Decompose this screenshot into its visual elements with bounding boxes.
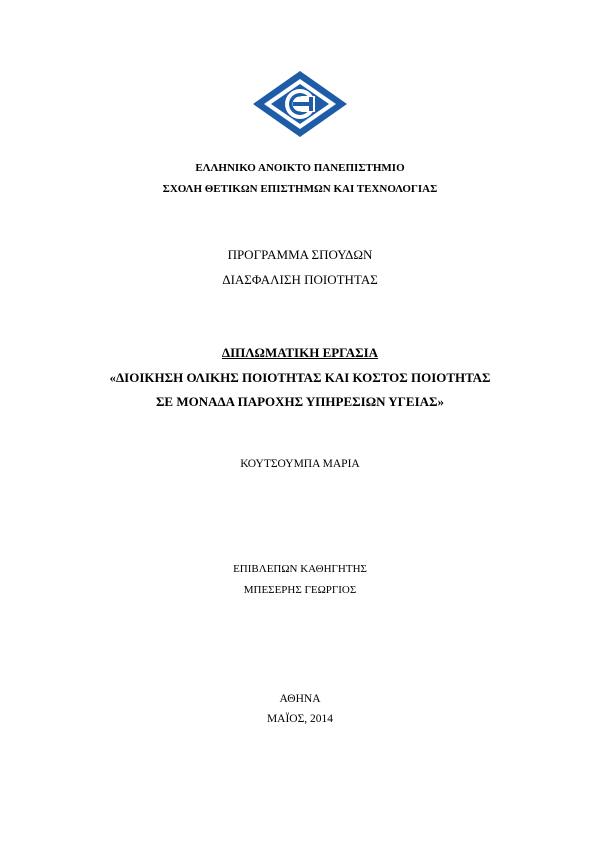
supervisor-name: ΜΠΕΣΕΡΗΣ ΓΕΩΡΓΙΟΣ — [243, 584, 357, 596]
supervisor-label: ΕΠΙΒΛΕΠΩΝ ΚΑΘΗΓΗΤΗΣ — [233, 563, 367, 575]
university-logo-icon — [252, 70, 348, 138]
thesis-type: ΔΙΠΛΩΜΑΤΙΚΗ ΕΡΓΑΣΙΑ — [221, 345, 379, 360]
date: ΜΑΪΟΣ, 2014 — [266, 713, 334, 725]
program-name: ΔΙΑΣΦΑΛΙΣΗ ΠΟΙΟΤΗΤΑΣ — [222, 272, 378, 287]
thesis-title-line-2: ΣΕ ΜΟΝΑΔΑ ΠΑΡΟΧΗΣ ΥΠΗΡΕΣΙΩΝ ΥΓΕΙΑΣ» — [155, 394, 445, 409]
thesis-title-line-1: «ΔΙΟΙΚΗΣΗ ΟΛΙΚΗΣ ΠΟΙΟΤΗΤΑΣ ΚΑΙ ΚΟΣΤΟΣ ΠΟΙΟΤΗΤΑΣ — [109, 370, 491, 385]
city: ΑΘΗΝΑ — [279, 693, 321, 705]
program-label: ΠΡΟΓΡΑΜΜΑ ΣΠΟΥΔΩΝ — [227, 247, 373, 262]
author-name: ΚΟΥΤΣΟΥΜΠΑ ΜΑΡΙΑ — [240, 458, 360, 470]
school-name: ΣΧΟΛΗ ΘΕΤΙΚΩΝ ΕΠΙΣΤΗΜΩΝ ΚΑΙ ΤΕΧΝΟΛΟΓΙΑΣ — [162, 183, 438, 195]
logo-emblem — [253, 71, 347, 137]
university-name: ΕΛΛΗΝΙΚΟ ΑΝΟΙΚΤΟ ΠΑΝΕΠΙΣΤΗΜΙΟ — [195, 162, 405, 174]
